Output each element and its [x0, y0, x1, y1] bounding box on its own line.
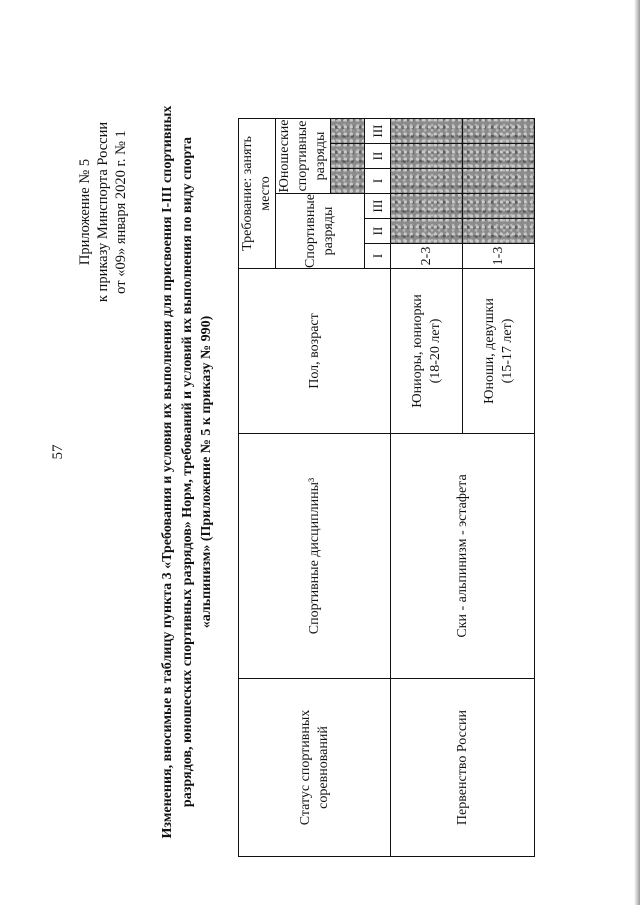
- appendix-line-1: Приложение № 5: [77, 158, 93, 266]
- cell-rank-value: 1-3: [463, 244, 535, 269]
- cell-shaded: [391, 118, 463, 143]
- cell-discipline: Ски - альпинизм - эстафета: [391, 434, 535, 679]
- cell-shaded: [391, 193, 463, 218]
- rank-label: I: [365, 244, 391, 269]
- cell-group: [391, 269, 463, 434]
- group-label: Юноши, девушки: [481, 298, 497, 404]
- page-number: 57: [50, 444, 66, 460]
- header-status: Статус спортивных соревнований: [239, 679, 391, 857]
- cell-shaded: [463, 219, 535, 244]
- cell-shaded: [391, 168, 463, 193]
- group-label: Юниоры, юниорки: [409, 294, 425, 408]
- header-requirement: Требование: занять место: [239, 118, 276, 268]
- cell-shaded: [391, 219, 463, 244]
- heading-line-3: «альпинизм» (Приложение № 5 к приказу № 990): [199, 315, 214, 629]
- cell-group: [463, 269, 535, 434]
- cell-shaded: [331, 118, 365, 143]
- header-youth-ranks: Юношеские спортивные разряды: [276, 118, 331, 193]
- group-age: (18-20 лет): [427, 318, 443, 384]
- rank-label: II: [365, 143, 391, 168]
- rank-label: I: [365, 168, 391, 193]
- header-gender-age: Пол, возраст: [239, 269, 391, 434]
- group-age: (15-17 лет): [499, 318, 515, 384]
- cell-shaded: [463, 168, 535, 193]
- heading-line-2: разрядов, юношеских спортивных разрядов» Норм, требований и условий их выполнения по виду спорта: [179, 136, 195, 808]
- appendix-block: [76, 62, 130, 362]
- cell-shaded: [391, 143, 463, 168]
- table-row: [391, 118, 463, 856]
- document-page: [10, 2, 630, 902]
- appendix-line-3: от «09» января 2020 г. № 1: [113, 130, 129, 294]
- header-sport-ranks: Спортивные разряды: [276, 193, 365, 268]
- rank-label: III: [365, 193, 391, 218]
- document-heading: [158, 62, 217, 882]
- cell-rank-value: 2-3: [391, 244, 463, 269]
- rank-label: II: [365, 219, 391, 244]
- cell-status: Первенство России: [391, 679, 535, 857]
- cell-shaded: [463, 118, 535, 143]
- heading-line-1: Изменения, вносимые в таблицу пункта 3 «Требования и условия их выполнения для присвоения I-III спортивных: [160, 105, 175, 839]
- rank-label: III: [365, 118, 391, 143]
- cell-shaded: [331, 143, 365, 168]
- cell-shaded: [463, 193, 535, 218]
- header-disciplines: Спортивные дисциплины³: [239, 434, 391, 679]
- cell-shaded: [331, 168, 365, 193]
- cell-shaded: [463, 143, 535, 168]
- norms-table: [238, 118, 535, 857]
- appendix-line-2: к приказу Минспорта России: [95, 121, 111, 303]
- scan-edge: [634, 0, 640, 905]
